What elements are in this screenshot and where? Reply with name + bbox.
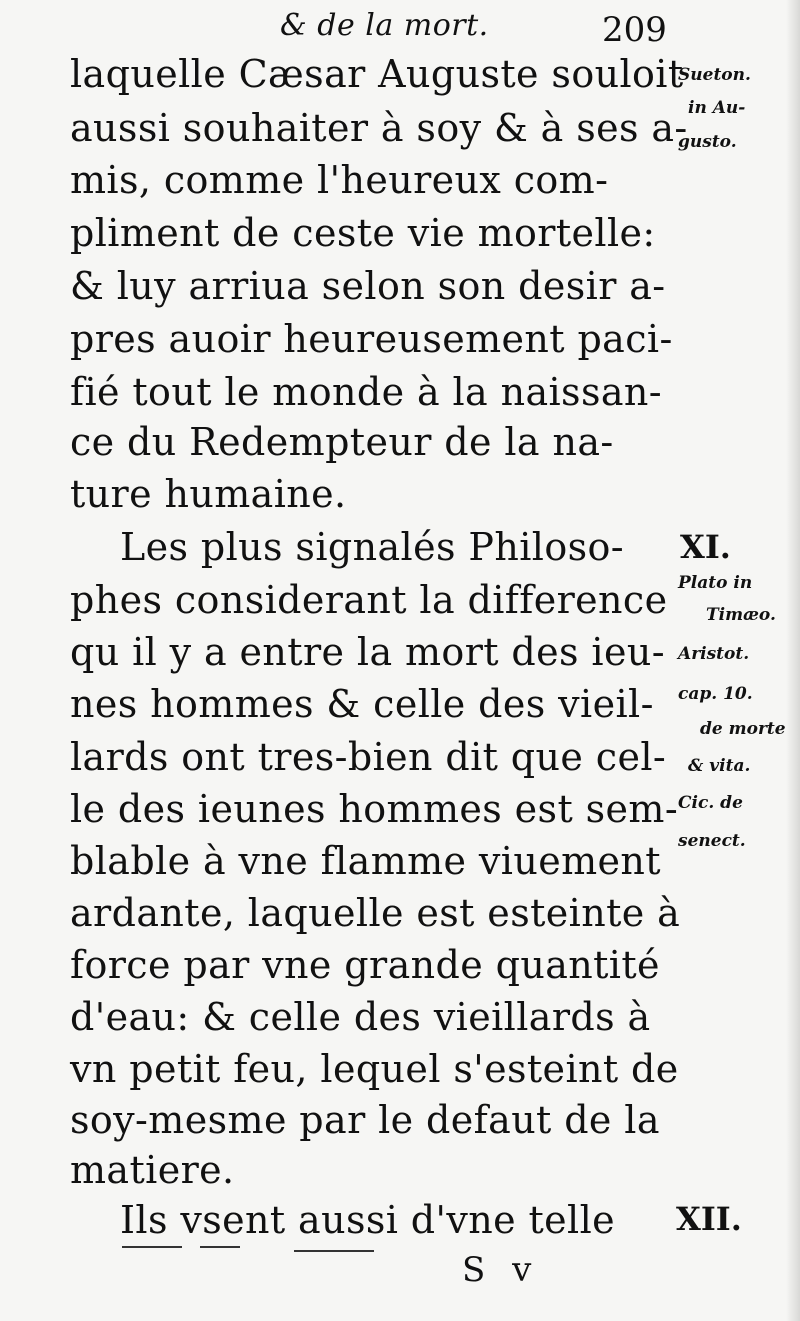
- body-line: laquelle Cæsar Auguste souloit: [70, 52, 684, 96]
- body-line: pres auoir heureusement paci-: [70, 317, 673, 361]
- signature-mark: S v: [462, 1250, 540, 1290]
- margin-note-plato-1: Plato in: [678, 573, 753, 593]
- margin-note-suetonius-3: gusto.: [678, 132, 737, 152]
- body-line: soy-mesme par le defaut de la: [70, 1098, 660, 1142]
- print-mark: [294, 1250, 374, 1252]
- print-mark: [122, 1246, 182, 1248]
- body-line: d'eau: & celle des vieillards à: [70, 995, 651, 1039]
- section-number-11: XI.: [680, 528, 731, 566]
- body-line: blable à vne flamme viuement: [70, 839, 661, 883]
- margin-note-plato-7: Cic. de: [678, 793, 743, 813]
- body-line: aussi souhaiter à soy & à ses a-: [70, 106, 688, 150]
- body-line: nes hommes & celle des vieil-: [70, 682, 654, 726]
- margin-note-plato-2: Timæo.: [706, 605, 776, 625]
- body-line: pliment de ceste vie mortelle:: [70, 211, 656, 255]
- margin-note-plato-8: senect.: [678, 831, 746, 851]
- body-line: ce du Redempteur de la na-: [70, 420, 614, 464]
- body-line: lards ont tres-bien dit que cel-: [70, 735, 667, 779]
- body-line: force par vne grande quantité: [70, 943, 660, 987]
- body-line: mis, comme l'heureux com-: [70, 158, 609, 202]
- page-number: 209: [602, 10, 667, 50]
- body-line: fié tout le monde à la naissan-: [70, 370, 663, 414]
- body-line: & luy arriua selon son desir a-: [70, 264, 666, 308]
- paragraph-start-line: Les plus signalés Philoso-: [120, 525, 625, 569]
- margin-note-plato-6: & vita.: [688, 756, 751, 776]
- body-line: qu il y a entre la mort des ieu-: [70, 630, 665, 674]
- margin-note-suetonius-2: in Au-: [688, 98, 746, 118]
- body-line: vn petit feu, lequel s'esteint de: [70, 1047, 679, 1091]
- margin-note-plato-4: cap. 10.: [678, 684, 753, 704]
- body-line: ture humaine.: [70, 472, 347, 516]
- print-mark: [200, 1246, 240, 1248]
- paragraph-start-line: Ils vsent aussi d'vne telle: [120, 1198, 616, 1242]
- body-line: ardante, laquelle est esteinte à: [70, 891, 681, 935]
- body-line: le des ieunes hommes est sem-: [70, 787, 679, 831]
- margin-note-plato-3: Aristot.: [678, 644, 750, 664]
- margin-note-plato-5: de morte: [700, 719, 786, 739]
- margin-note-suetonius-1: Sueton.: [678, 65, 751, 85]
- body-line: matiere.: [70, 1148, 235, 1192]
- body-line: phes considerant la difference: [70, 578, 668, 622]
- running-title: & de la mort.: [280, 8, 489, 43]
- section-number-12: XII.: [676, 1200, 742, 1238]
